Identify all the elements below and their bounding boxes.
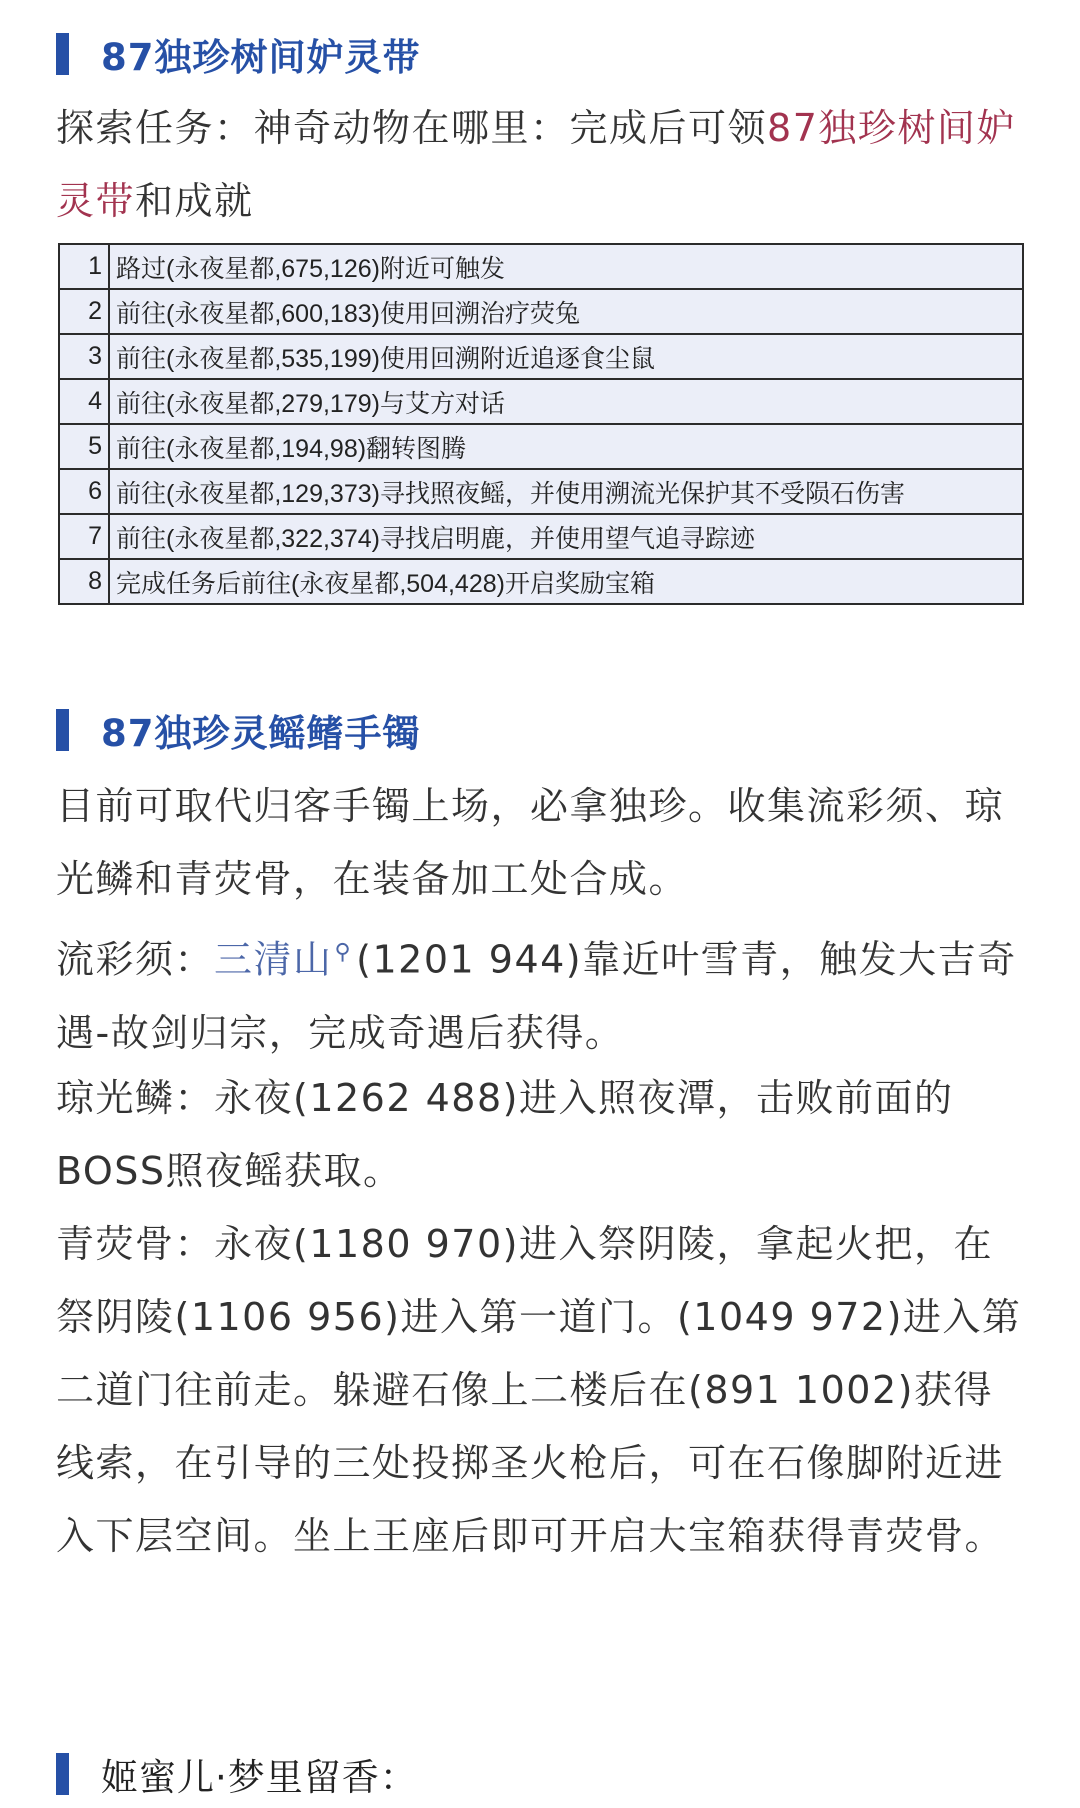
material-qingyinggu: 青荧骨：永夜(1180 970)进入祭阴陵，拿起火把，在祭阴陵(1106 956)进入第一道门。(1049 972)进入第二道门往前走。躲避石像上二楼后在(891 1002)获得线索，在引导的三处投掷圣火枪后，可在石像脚附近进入下层空间。坐上王座后即可开启大宝箱获得青荧骨。 xyxy=(56,1222,1022,1558)
step-text: 完成任务后前往(永夜星都,504,428)开启奖励宝箱 xyxy=(109,559,1023,604)
intro-paragraph xyxy=(56,92,1026,238)
search-icon[interactable]: ⚲ xyxy=(334,940,353,965)
material-liucaixu xyxy=(56,916,1026,1070)
step-row xyxy=(59,244,1023,289)
reward-link[interactable]: 87独珍树间妒灵带 xyxy=(56,106,1016,223)
heading-marker xyxy=(56,33,69,75)
step-row xyxy=(59,334,1023,379)
material-qiongguanglin: 琼光鳞：永夜(1262 488)进入照夜潭，击败前面的BOSS照夜鳐获取。 xyxy=(56,1076,954,1193)
step-number: 8 xyxy=(59,559,109,604)
step-row xyxy=(59,289,1023,334)
step-number: 5 xyxy=(59,424,109,469)
bracelet-summary: 目前可取代归客手镯上场，必拿独珍。收集流彩须、琼光鳞和青荧骨，在装备加工处合成。 xyxy=(56,784,1005,901)
heading-text: 87独珍树间妒灵带 xyxy=(101,36,421,79)
material-desc: (1201 944)靠近叶雪青，触发大吉奇遇-故剑归宗，完成奇遇后获得。 xyxy=(56,937,1017,1055)
step-text: 前往(永夜星都,600,183)使用回溯治疗荧兔 xyxy=(109,289,1023,334)
step-row xyxy=(59,559,1023,604)
section-heading-jimier xyxy=(56,1750,418,1798)
heading-marker xyxy=(56,1753,69,1795)
step-number: 1 xyxy=(59,244,109,289)
heading-marker xyxy=(56,709,69,751)
heading-text: 姬蜜儿·梦里留香： xyxy=(101,1756,418,1799)
section-heading-bracelet xyxy=(56,706,421,754)
step-text: 前往(永夜星都,279,179)与艾方对话 xyxy=(109,379,1023,424)
location-link-sanqingshan[interactable]: 三清山 xyxy=(214,937,333,982)
heading-text: 87独珍灵鳐鳍手镯 xyxy=(101,712,421,755)
intro-prefix: 探索任务：神奇动物在哪里：完成后可领 xyxy=(56,106,768,150)
step-text: 前往(永夜星都,322,374)寻找启明鹿，并使用望气追寻踪迹 xyxy=(109,514,1023,559)
step-number: 7 xyxy=(59,514,109,559)
step-number: 3 xyxy=(59,334,109,379)
step-number: 4 xyxy=(59,379,109,424)
section-heading-lingdai xyxy=(56,30,421,78)
intro-suffix: 和成就 xyxy=(135,179,254,223)
step-number: 6 xyxy=(59,469,109,514)
steps-table xyxy=(58,243,1024,605)
steps-table-body xyxy=(59,244,1023,604)
step-number: 2 xyxy=(59,289,109,334)
step-text: 前往(永夜星都,194,98)翻转图腾 xyxy=(109,424,1023,469)
step-row xyxy=(59,379,1023,424)
step-row xyxy=(59,469,1023,514)
step-text: 路过(永夜星都,675,126)附近可触发 xyxy=(109,244,1023,289)
step-row xyxy=(59,424,1023,469)
material-label: 流彩须： xyxy=(56,937,215,982)
step-row xyxy=(59,514,1023,559)
step-text: 前往(永夜星都,129,373)寻找照夜鳐，并使用溯流光保护其不受陨石伤害 xyxy=(109,469,1023,514)
step-text: 前往(永夜星都,535,199)使用回溯附近追逐食尘鼠 xyxy=(109,334,1023,379)
